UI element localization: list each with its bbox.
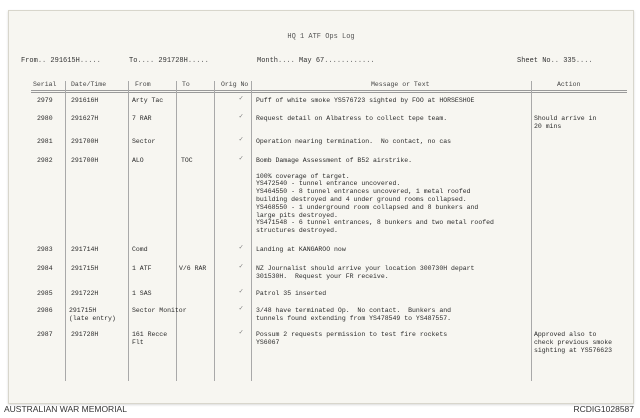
col-header-serial: Serial xyxy=(33,81,57,88)
header-rule-double xyxy=(31,92,627,93)
row-to: V/6 RAR xyxy=(179,265,207,272)
month-value: May 67 xyxy=(299,57,325,65)
row-serial: 2982 xyxy=(37,157,53,164)
row-serial: 2983 xyxy=(37,246,53,253)
sheet-label: Sheet No xyxy=(517,57,551,65)
col-header-message: Message or Text xyxy=(371,81,430,88)
sheet-field: Sheet No.. 335.... xyxy=(517,57,593,65)
col-rule xyxy=(214,81,215,381)
row-message: Patrol 35 inserted xyxy=(256,290,327,297)
check-mark: ✓ xyxy=(239,113,244,121)
row-from: 161 Recce Flt xyxy=(132,331,168,346)
row-action: Approved also to check previous smoke sighting at YS576623 xyxy=(534,331,613,354)
row-message: Bomb Damage Assessment of B52 airstrike. 100% coverage of target. YS472540 - tunnel entrance uncovered. YS464550 - 8 tunnel entrances uncovered, 1 metal roofed building destroyed and 4 under ground rooms collapsed. YS468550 - 1 underground room collapsed and 8 bunkers and large pits destroyed. YS471548 - 6 tunnel entrances, 8 bunkers and two metal roofed structures destroyed. xyxy=(256,157,494,235)
row-datetime: 291715H (late entry) xyxy=(69,307,116,322)
row-datetime: 291627H xyxy=(71,115,99,122)
row-datetime: 291728H xyxy=(71,331,99,338)
check-mark: ✓ xyxy=(239,136,244,144)
check-mark: ✓ xyxy=(239,329,244,337)
header-rule xyxy=(31,90,627,91)
col-header-to: To xyxy=(182,81,190,88)
row-from: Sector xyxy=(132,138,156,145)
row-message: Operation nearing termination. No contact, no cas xyxy=(256,138,452,145)
row-serial: 2981 xyxy=(37,138,53,145)
row-message: Possum 2 requests permission to test fire rockets YS6067 xyxy=(256,331,448,346)
row-from: Arty Tac xyxy=(132,97,164,104)
from-label: From xyxy=(21,57,38,65)
col-header-action: Action xyxy=(557,81,581,88)
row-from: 1 ATF xyxy=(132,265,152,272)
row-from: Sector Monitor xyxy=(132,307,187,314)
from-value: 291615H xyxy=(50,57,80,65)
sheet-value: 335 xyxy=(563,57,576,65)
check-mark: ✓ xyxy=(239,244,244,252)
log-title: HQ 1 ATF Ops Log xyxy=(287,33,355,41)
row-datetime: 291616H xyxy=(71,97,99,104)
from-field: From.. 291615H..... xyxy=(21,57,101,65)
archive-credit: AUSTRALIAN WAR MEMORIAL xyxy=(4,404,127,414)
log-sheet xyxy=(8,10,634,404)
row-datetime: 291700H xyxy=(71,157,99,164)
row-to: TOC xyxy=(181,157,193,164)
row-datetime: 291714H xyxy=(71,246,99,253)
col-header-from: From xyxy=(135,81,151,88)
row-from: ALO xyxy=(132,157,144,164)
month-label: Month xyxy=(257,57,279,65)
month-field: Month.... May 67............ xyxy=(257,57,375,65)
to-value: 291728H xyxy=(158,57,188,65)
archive-reference: RCDIG1028587 xyxy=(573,404,634,414)
check-mark: ✓ xyxy=(239,288,244,296)
row-message: Request detail on Albatress to collect tepe team. xyxy=(256,115,448,122)
row-serial: 2987 xyxy=(37,331,53,338)
row-serial: 2980 xyxy=(37,115,53,122)
row-message: Puff of white smoke YS576723 sighted by FOO at HORSESHOE xyxy=(256,97,475,104)
check-mark: ✓ xyxy=(239,305,244,313)
row-message: Landing at KANGAROO now xyxy=(256,246,346,253)
check-mark: ✓ xyxy=(239,95,244,103)
check-mark: ✓ xyxy=(239,155,244,163)
row-action: Should arrive in 20 mins xyxy=(534,115,597,130)
row-from: 7 RAR xyxy=(132,115,152,122)
col-rule xyxy=(531,81,532,381)
row-message: NZ Journalist should arrive your location 300730H depart 301530H. Request your FR receive. xyxy=(256,265,475,280)
row-serial: 2984 xyxy=(37,265,53,272)
row-datetime: 291722H xyxy=(71,290,99,297)
row-from: Comd xyxy=(132,246,148,253)
row-datetime: 291715H xyxy=(71,265,99,272)
col-rule xyxy=(65,81,66,381)
col-rule xyxy=(251,81,252,381)
col-header-orig-no: Orig No xyxy=(221,81,249,88)
row-datetime: 291700H xyxy=(71,138,99,145)
row-serial: 2985 xyxy=(37,290,53,297)
to-field: To.... 291728H..... xyxy=(129,57,209,65)
row-from: 1 SAS xyxy=(132,290,152,297)
col-rule xyxy=(128,81,129,381)
to-label: To xyxy=(129,57,138,65)
row-serial: 2979 xyxy=(37,97,53,104)
row-serial: 2986 xyxy=(37,307,53,314)
col-rule xyxy=(176,81,177,381)
row-message: 3/48 have terminated Op. No contact. Bunkers and tunnels found extending from YS478549 to YS487557. xyxy=(256,307,452,322)
check-mark: ✓ xyxy=(239,263,244,271)
col-header-datetime: Date/Time xyxy=(71,81,107,88)
